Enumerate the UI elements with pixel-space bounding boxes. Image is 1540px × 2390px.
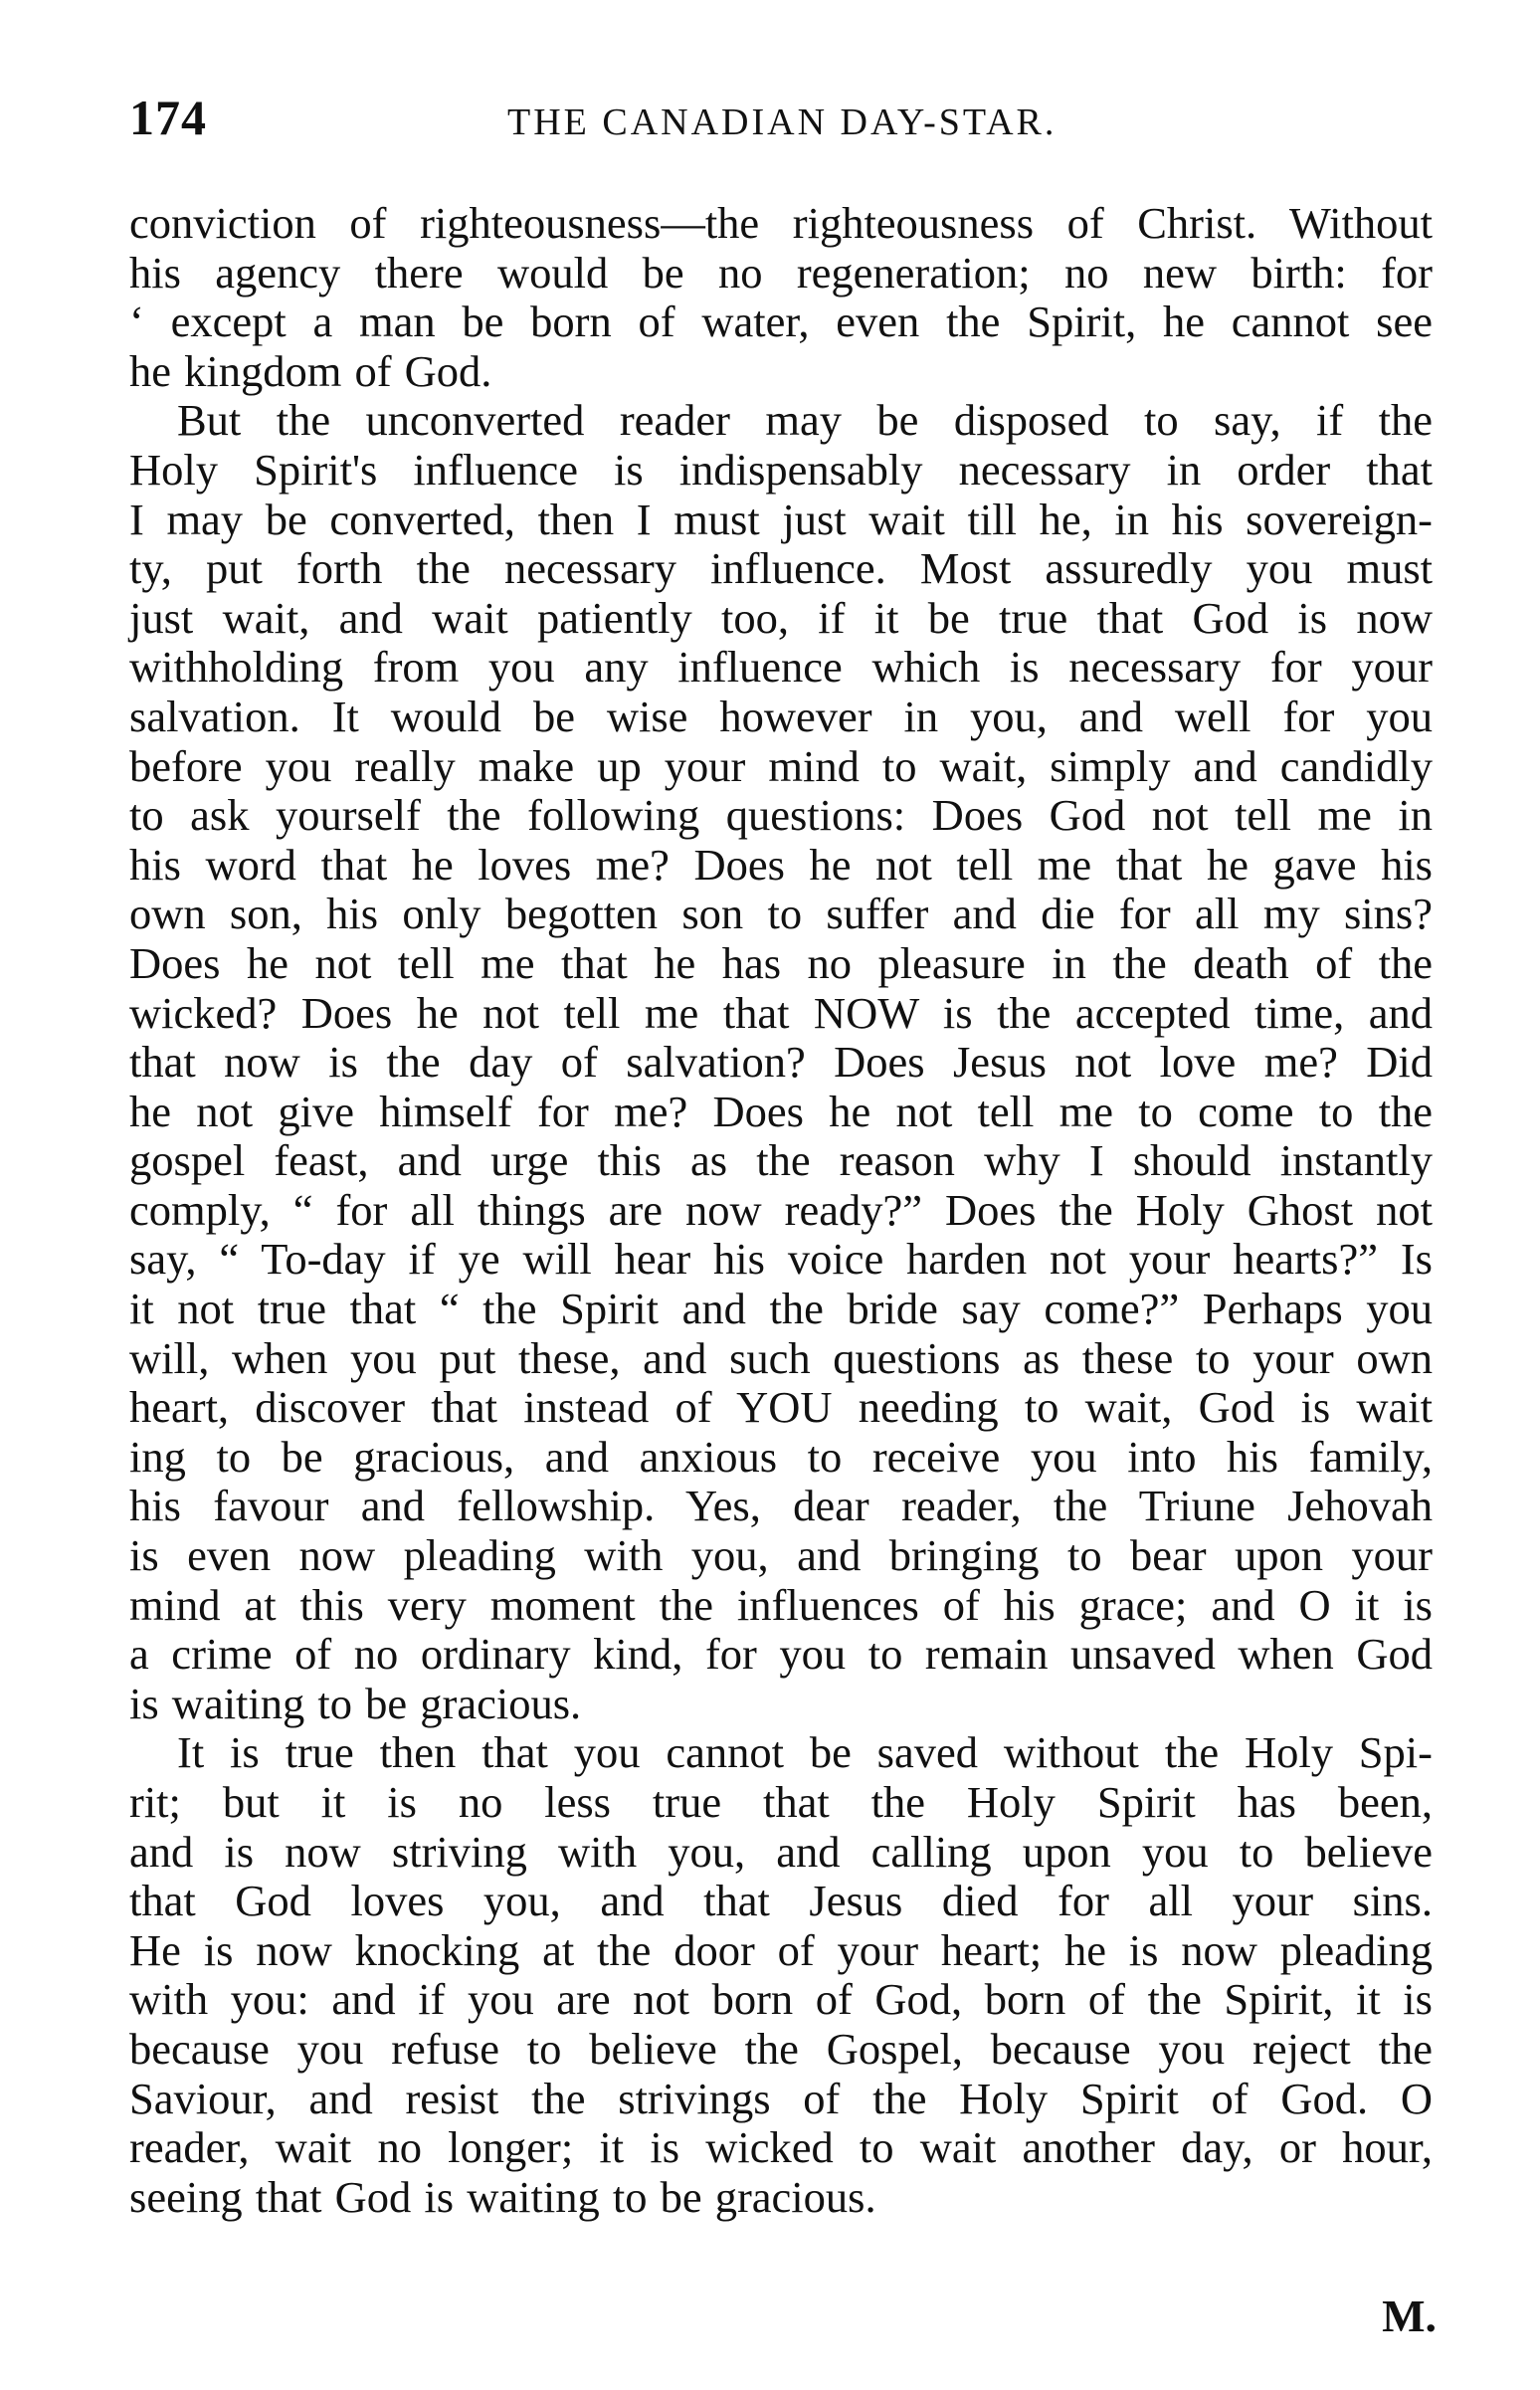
text-line: just wait, and wait patiently too, if it be true that God is now (129, 592, 1433, 643)
running-head: THE CANADIAN DAY-STAR. (507, 101, 1058, 143)
text-line: ‘ except a man be born of water, even the Spirit, he cannot see (129, 297, 1433, 347)
text-line: He is now knocking at the door of your heart; he is now pleading (129, 1924, 1433, 1975)
text-line: he not give himself for me? Does he not tell me to come to the (129, 1086, 1433, 1136)
text-line: because you refuse to believe the Gospel, because you reject the (129, 2023, 1433, 2074)
text-line: Does he not tell me that he has no pleasure in the death of the (129, 937, 1433, 988)
text-line: his agency there would be no regeneration; no new birth: for (129, 247, 1433, 298)
text-line: seeing that God is waiting to be gracious. (129, 2171, 876, 2222)
text-line: with you: and if you are not born of God, born of the Spirit, it is (129, 1974, 1433, 2025)
text-line: I may be converted, then I must just wait till he, in his sovereign- (129, 494, 1433, 544)
text-line: a crime of no ordinary kind, for you to remain unsaved when God (129, 1629, 1433, 1680)
body-text (129, 199, 1433, 2222)
text-line: is even now pleading with you, and bringing to bear upon your (129, 1530, 1433, 1581)
text-line: his word that he loves me? Does he not tell me that he gave his (129, 839, 1433, 890)
text-line: But the unconverted reader may be disposed to say, if the (177, 395, 1433, 446)
text-line: will, when you put these, and such questions as these to your own (129, 1332, 1433, 1383)
text-line: wicked? Does he not tell me that NOW is the accepted time, and (129, 987, 1433, 1038)
text-line: Holy Spirit's influence is indispensably necessary in order that (129, 444, 1433, 495)
text-line: withholding from you any influence which is necessary for your (129, 642, 1433, 693)
text-line: ty, put forth the necessary influence. Most assuredly you must (129, 543, 1433, 594)
text-line: conviction of righteousness—the righteousness of Christ. Without (129, 198, 1433, 248)
text-line: before you really make up your mind to wait, simply and candidly (129, 740, 1433, 791)
text-line: Saviour, and resist the strivings of the Holy Spirit of God. O (129, 2073, 1433, 2123)
text-line: salvation. It would be wise however in you, and well for you (129, 691, 1433, 741)
text-line: own son, his only begotten son to suffer and die for all my sins? (129, 889, 1433, 939)
signature: M. (1382, 2290, 1437, 2341)
text-line: it not true that “ the Spirit and the bride say come?” Perhaps you (129, 1284, 1433, 1334)
text-line: his favour and fellowship. Yes, dear reader, the Triune Jehovah (129, 1481, 1433, 1531)
text-line: and is now striving with you, and calling upon you to believe (129, 1826, 1433, 1877)
text-line: say, “ To-day if ye will hear his voice harden not your hearts?” Is (129, 1234, 1433, 1285)
text-line: heart, discover that instead of YOU needing to wait, God is wait (129, 1382, 1433, 1433)
text-line: to ask yourself the following questions: Does God not tell me in (129, 790, 1433, 841)
text-line: reader, wait no longer; it is wicked to wait another day, or hour, (129, 2122, 1433, 2173)
text-line: mind at this very moment the influences of his grace; and O it is (129, 1579, 1433, 1630)
text-line: that God loves you, and that Jesus died for all your sins. (129, 1876, 1433, 1926)
text-line: he kingdom of God. (129, 345, 492, 396)
text-line: It is true then that you cannot be saved without the Holy Spi- (177, 1727, 1433, 1778)
text-line: that now is the day of salvation? Does Jesus not love me? Did (129, 1037, 1433, 1088)
page-number: 174 (129, 90, 207, 145)
text-line: is waiting to be gracious. (129, 1678, 582, 1728)
text-line: rit; but it is no less true that the Holy Spirit has been, (129, 1777, 1433, 1827)
page-header (129, 88, 1433, 157)
text-line: comply, “ for all things are now ready?” Does the Holy Ghost not (129, 1184, 1433, 1235)
text-line: ing to be gracious, and anxious to receive you into his family, (129, 1431, 1433, 1482)
text-line: gospel feast, and urge this as the reason why I should instantly (129, 1135, 1433, 1186)
